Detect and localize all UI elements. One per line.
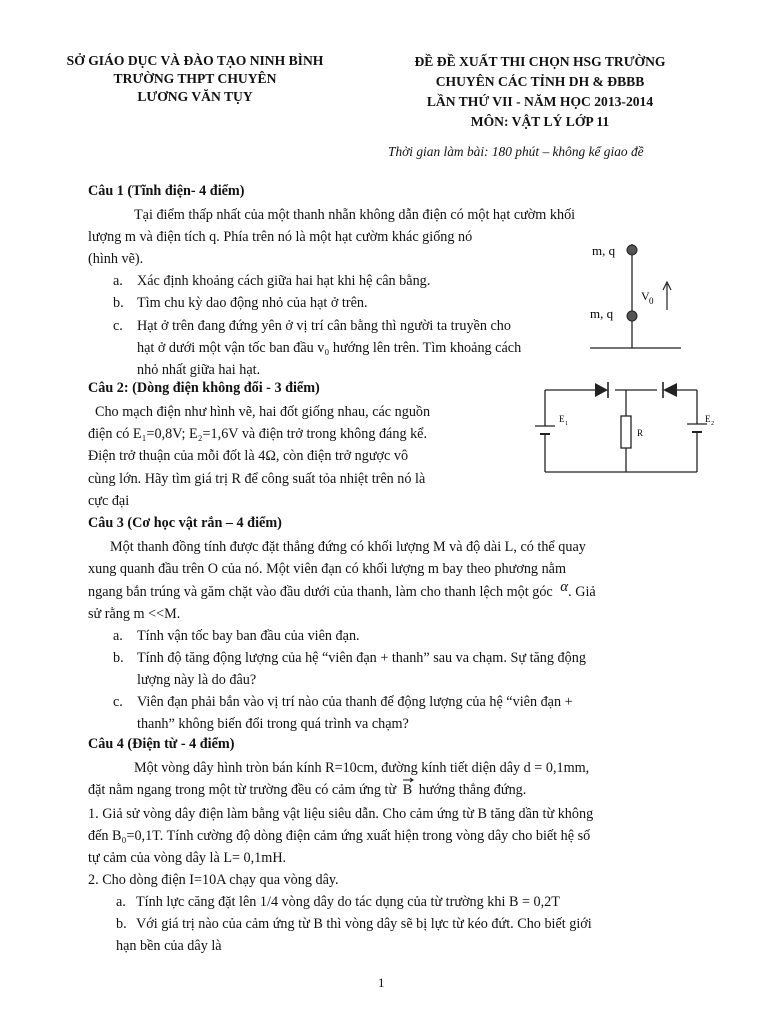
- q4-a-marker: a.: [116, 894, 126, 910]
- e2-subscript: 2: [711, 421, 714, 427]
- resistor: [621, 416, 631, 448]
- velocity-label: V: [641, 289, 650, 303]
- q4-line2: [88, 780, 526, 801]
- q3-b-line1: Tính độ tăng động lượng của hệ “viên đạn + thanh” sau va chạm. Sự tăng động: [137, 650, 586, 666]
- q3-c-line1: Viên đạn phải bắn vào vị trí nào của thanh để động lượng của hệ “viên đạn +: [137, 694, 573, 710]
- resistor-label: R: [637, 428, 644, 438]
- q2-title: Câu 2: (Dòng điện không đổi - 3 điểm): [88, 380, 320, 396]
- top-bead-label: m, q: [592, 243, 616, 258]
- bottom-bead: [627, 311, 637, 321]
- q3-c-line2: thanh” không biến đổi trong quá trình va chạm?: [137, 716, 409, 732]
- q1-c-marker: c.: [113, 318, 123, 334]
- q1-title: Câu 1 (Tĩnh điện- 4 điểm): [88, 183, 245, 199]
- exam-header: [380, 52, 700, 132]
- q1-c-line1: Hạt ở trên đang đứng yên ở vị trí cân bằng thì người ta truyền cho: [137, 318, 511, 334]
- q1-intro-line1: Tại điểm thấp nhất của một thanh nhẵn không dẫn điện có một hạt cườm khối: [134, 207, 576, 223]
- page-number: 1: [378, 975, 385, 990]
- q2-line3: Điện trở thuận của mỗi đốt là 4Ω, còn điện trở ngược vô: [88, 448, 409, 464]
- q4-line2-end: hướng thẳng đứng.: [418, 782, 527, 798]
- q3-a-text: Tính vận tốc bay ban đầu của viên đạn.: [137, 628, 360, 644]
- bottom-bead-label: m, q: [590, 306, 614, 321]
- q4-a-text: Tính lực căng đặt lên 1/4 vòng dây do tác dụng của từ trường khi B = 0,2T: [136, 894, 560, 910]
- e1-label: E: [559, 414, 565, 424]
- velocity-subscript: 0: [649, 296, 654, 306]
- q4-line2-start: đặt nằm ngang trong một từ trường đều có cảm ứng từ: [88, 782, 397, 798]
- vector-arrow-icon: [403, 777, 414, 783]
- q4-part1-line1: 1. Giả sử vòng dây điện làm bằng vật liệu siêu dẫn. Cho cảm ứng từ B tăng dần từ không: [88, 806, 594, 822]
- school-department: SỞ GIÁO DỤC VÀ ĐÀO TẠO NINH BÌNH: [66, 53, 324, 68]
- q1-b-marker: b.: [113, 295, 124, 311]
- e1-subscript: 1: [565, 421, 568, 427]
- q1-b-text: Tìm chu kỳ dao động nhỏ của hạt ở trên.: [137, 295, 368, 311]
- q4-b-marker: b.: [116, 916, 127, 932]
- alpha-symbol: α: [560, 579, 569, 595]
- q1-intro-line2: lượng m và điện tích q. Phía trên nó là một hạt cườm khác giống nó: [88, 229, 473, 245]
- q1-c-line2: hạt ở dưới một vận tốc ban đầu v₀ hướng lên trên. Tìm khoảng cách: [137, 340, 522, 356]
- vector-b-symbol: [403, 780, 412, 801]
- diode1-triangle: [595, 383, 608, 397]
- q3-line3-text: ngang bắn trúng và găm chặt vào đầu dưới của thanh, làm cho thanh lệch một góc: [88, 584, 553, 600]
- time-note: Thời gian làm bài: 180 phút – không kể giao đề: [388, 144, 644, 159]
- q4-b-line2: hạn bền của dây là: [116, 938, 222, 954]
- q3-line2: xung quanh đầu trên O của nó. Một viên đạn có khối lượng m bay theo phương nằm: [88, 561, 566, 577]
- q2-line2: điện có E₁=0,8V; E₂=1,6V và điện trở trong không đáng kể.: [88, 426, 428, 442]
- q3-b-marker: b.: [113, 650, 124, 666]
- q1-a-marker: a.: [113, 273, 123, 289]
- q1-c-line3: nhỏ nhất giữa hai hạt.: [137, 362, 261, 378]
- exam-subject: MÔN: VẬT LÝ LỚP 11: [470, 114, 610, 129]
- top-bead: [627, 245, 637, 255]
- school-name-2: LƯƠNG VĂN TỤY: [137, 89, 253, 104]
- exam-session: LẦN THỨ VII - NĂM HỌC 2013-2014: [426, 94, 654, 109]
- q3-line4: sử rằng m <<M.: [88, 606, 181, 622]
- q1-a-text: Xác định khoảng cách giữa hai hạt khi hệ cân bằng.: [137, 273, 431, 289]
- q3-title: Câu 3 (Cơ học vật rắn – 4 điểm): [88, 515, 282, 531]
- q4-line1: Một vòng dây hình tròn bán kính R=10cm, đường kính tiết diện dây d = 0,1mm,: [134, 760, 590, 776]
- school-name: TRƯỜNG THPT CHUYÊN: [113, 71, 277, 86]
- q4-title: Câu 4 (Điện từ - 4 điểm): [88, 736, 235, 752]
- exam-title: ĐỀ ĐỀ XUẤT THI CHỌN HSG TRƯỜNG: [414, 54, 666, 69]
- school-header: [40, 52, 350, 106]
- q2-line5: cực đại: [88, 493, 130, 509]
- q3-line3: [88, 579, 596, 603]
- exam-title-2: CHUYÊN CÁC TỈNH DH & ĐBBB: [435, 74, 645, 89]
- vector-b-letter: B: [402, 782, 413, 798]
- q2-line4: cùng lớn. Hãy tìm giá trị R để công suất tỏa nhiệt trên nó là: [88, 471, 426, 487]
- q1-intro-line3: (hình vẽ).: [88, 251, 144, 267]
- q4-part1-line3: tự cảm của vòng dây là L= 0,1mH.: [88, 850, 287, 866]
- q3-line3-end: . Giả: [568, 584, 596, 600]
- q4-b-line1: Với giá trị nào của cảm ứng từ B thì vòng dây sẽ bị lực từ kéo đứt. Cho biết giới: [136, 916, 592, 932]
- diode2-triangle: [663, 383, 677, 397]
- q3-line1: Một thanh đồng tính được đặt thẳng đứng có khối lượng M và độ dài L, có thể quay: [110, 539, 586, 555]
- q4-part2: 2. Cho dòng điện I=10A chạy qua vòng dây.: [88, 872, 339, 888]
- q4-part1-line2: đến B₀=0,1T. Tính cường độ dòng điện cảm ứng xuất hiện trong vòng dây cho biết hệ số: [88, 828, 591, 844]
- bead-rod-figure: [585, 232, 685, 354]
- e2-label: E: [705, 414, 711, 424]
- q3-b-line2: lượng này là do đâu?: [137, 672, 257, 688]
- q2-line1: Cho mạch điện như hình vẽ, hai đốt giống nhau, các nguồn: [95, 404, 431, 420]
- q3-c-marker: c.: [113, 694, 123, 710]
- circuit-figure: [535, 372, 735, 480]
- q3-a-marker: a.: [113, 628, 123, 644]
